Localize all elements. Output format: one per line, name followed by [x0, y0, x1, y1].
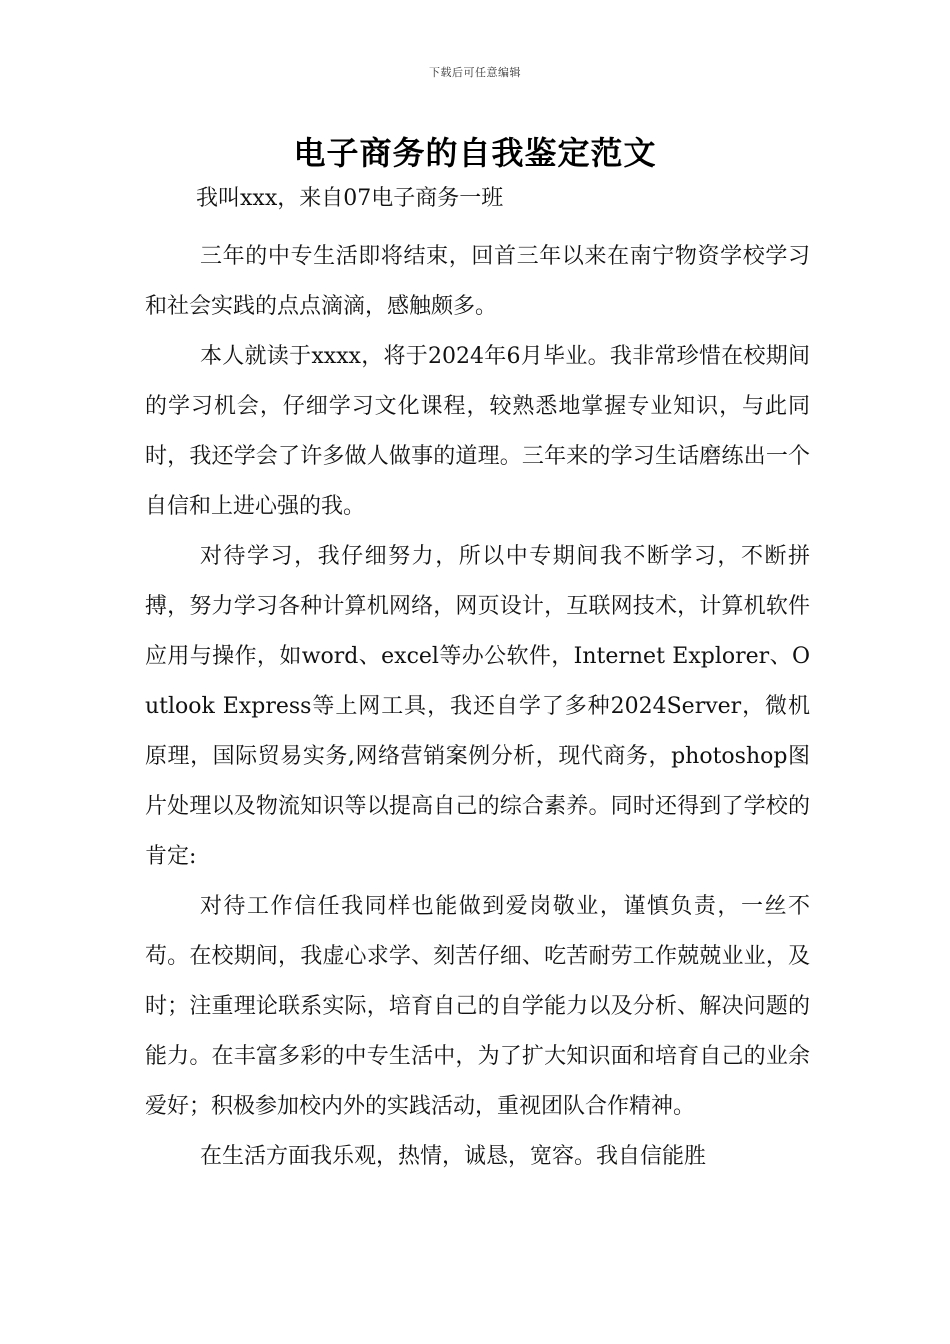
intro-line: 我叫xxx，来自07电子商务一班	[196, 186, 504, 211]
paragraph: 本人就读于xxxx，将于2024年6月毕业。我非常珍惜在校期间的学习机会，仔细学习文化课程，较熟悉地掌握专业知识，与此同时，我还学会了许多做人做事的道理。三年来的学习生话磨练出一个自信和上进心强的我。	[145, 344, 810, 519]
document-title: 电子商务的自我鉴定范文	[293, 134, 657, 172]
header-note: 下载后可任意编辑	[429, 66, 521, 79]
paragraph: 对待工作信任我同样也能做到爱岗敬业，谨慎负责，一丝不苟。在校期间，我虚心求学、刻苦仔细、吃苦耐劳工作兢兢业业，及时；注重理论联系实际，培育自己的自学能力以及分析、解决问题的能力。在丰富多彩的中专生活中，为了扩大知识面和培育自己的业余爱好；积极参加校内外的实践活动，重视团队合作精神。	[145, 894, 810, 1119]
paragraph: 在生活方面我乐观，热情，诚恳，宽容。我自信能胜	[200, 1144, 707, 1169]
paragraph: 三年的中专生活即将结束，回首三年以来在南宁物资学校学习和社会实践的点点滴滴，感触颇多。	[145, 244, 810, 319]
document-body	[145, 232, 810, 1182]
paragraph: 对待学习，我仔细努力，所以中专期间我不断学习，不断拼搏，努力学习各种计算机网络，网页设计，互联网技术，计算机软件应用与操作，如word、excel等办公软件，Internet Explorer、Outlook Express等上网工具，我还自学了多种2024Server，微机原理，国际贸易实务,网络营销案例分析，现代商务，photoshop图片处理以及物流知识等以提高自己的综合素养。同时还得到了学校的肯定:	[145, 544, 810, 869]
